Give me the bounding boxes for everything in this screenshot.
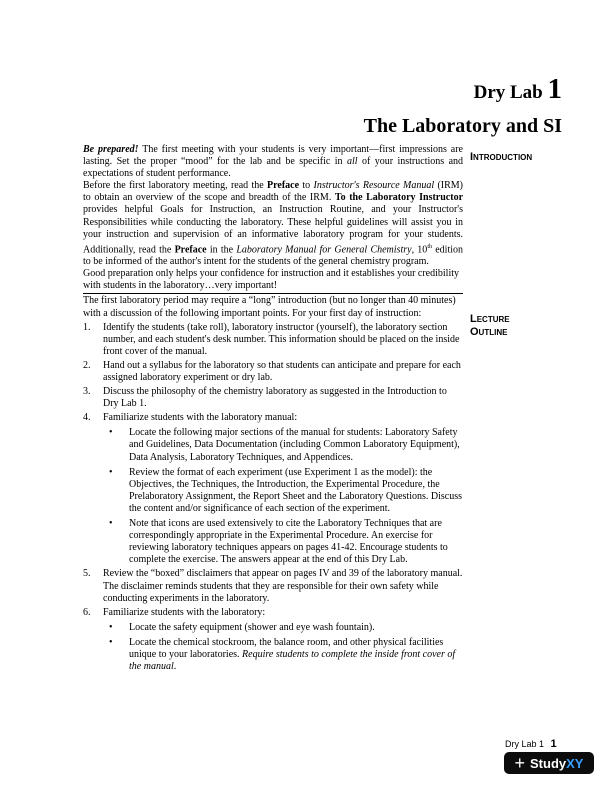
page-title: The Laboratory and SI [363,115,562,137]
logo-text: StudyXY [530,755,584,771]
bullet-item: • Locate the following major sections of the manual for students: Laboratory Safety and Guidelines, Data Documentation (including Common Laboratory Equipment), Data Analysis, Laboratory Techniques, and Appendices. [109,427,460,463]
side-heading-lecture-line2: Outline [470,326,508,338]
chapter-heading [473,73,562,106]
list-item: 3. Discuss the philosophy of the chemistry laboratory as suggested in the Introduction to Dry Lab 1. [83,386,447,410]
page-number: 1 [550,738,557,750]
main-content [83,144,463,673]
bullet-item: • Note that icons are used extensively to cite the Laboratory Techniques that are correspondingly appropriate in the Experimental Procedure. An exercise for reviewing laboratory techniques appears on pages 41-42. Encourage students to complete the exercise. The answers appear at the end of this Dry Lab. [109,518,448,566]
plus-icon: + [514,753,526,773]
intro-paragraph-2: Before the first laboratory meeting, read the Preface to Instructor's Resource Manual (IRM) to obtain an overview of the scope and breadth of the IRM. To the Laboratory Instructor provides helpful Goals for Instruction, an Instruction Routine, and your Instructor's Responsibilities while conducting the laboratory. These helpful guidelines will assist you in your instruction and supervision of an informative laboratory program for your students. Additionally, read the Preface in the Laboratory Manual for General Chemistry, 10th edition to be informed of the author's intent for the students of the general chemistry program. [83,180,464,268]
section-divider [83,293,463,294]
lecture-steps [83,322,463,674]
chapter-number: 1 [547,73,562,105]
list-item: 1. Identify the students (take roll), laboratory instructor (yourself), the laboratory section number, and each student's desk number. This information should be placed on the inside front cover of the manual. [83,321,460,357]
list-item: 5. Review the “boxed” disclaimers that appear on pages IV and 39 of the laboratory manual. The disclaimer reminds students that they are responsible for their own safety while conducting experiments in the laboratory. [83,568,463,604]
bullet-item: • Locate the safety equipment (shower and eye wash fountain). [109,621,375,633]
bullet-item: • Review the format of each experiment (use Experiment 1 as the model): the Objectives, the Techniques, the Introduction, the Experimental Procedure, the Prelaboratory Assignment, the Report Sheet and the Laboratory Questions. Discuss the content and/or significance of each section of the experiment. [109,466,462,514]
side-heading-lecture-line1: Lecture [470,313,510,325]
bullet-item: • Locate the chemical stockroom, the balance room, and other physical facilities unique to your laboratories. Require students to complete the inside front cover of the manual. [109,636,456,673]
list-item: 2. Hand out a syllabus for the laboratory so that students can anticipate and prepare for each assigned laboratory experiment or dry lab. [83,359,461,384]
page-footer [505,738,557,750]
manual-sections-bullets [103,427,463,566]
be-prepared-lead: Be prepared! [83,144,139,155]
lab-familiarize-bullets [103,622,463,673]
side-heading-lecture-outline [470,313,510,339]
studyxy-logo [504,752,594,774]
intro-paragraph-3: Good preparation only helps your confidence for instruction and it establishes your credibility with students in the laboratory…very important! [83,268,460,292]
intro-paragraph-1: Be prepared! The first meeting with your students is very important—first impressions are lasting. Set the proper “mood” for the lab and be specific in all of your instructions and expectations of student performance. [83,144,464,180]
chapter-label: Dry Lab [473,82,543,103]
footer-label: Dry Lab 1 [505,739,545,749]
side-heading-introduction: Introduction [470,151,533,163]
list-item: 6. Familiarize students with the laboratory: • Locate the safety equipment (shower and eye wash fountain). • Locate the chemical stockroom, the balance room, and other physical facilities unique to your laboratories. Require students to complete the inside front cover of the manual. [83,607,463,673]
lecture-lead: The first laboratory period may require a “long” introduction (but no longer than 40 minutes) with a discussion of the following important points. For your first day of instruction: [83,295,456,319]
list-item: 4. Familiarize students with the laboratory manual: • Locate the following major sections of the manual for students: Laboratory Safety and Guidelines, Data Documentation (including Common Laboratory Equipment), Data Analysis, Laboratory Techniques, and Appendices. • Review the format of each experiment (use Experiment 1 as the model): the Objectives, the Techniques, the Introduction, the Experimental Procedure, the Prelaboratory Assignment, the Report Sheet and the Laboratory Questions. Discuss the content and/or significance of each section of the experiment. • Note that icons are used extensively to cite the Laboratory Techniques that are correspondingly appropriate in the Experimental Procedure. An exercise for reviewing laboratory techniques appears on pages 41-42. Encourage students to complete the exercise. The answers appear at the end of this Dry Lab. [83,412,462,566]
